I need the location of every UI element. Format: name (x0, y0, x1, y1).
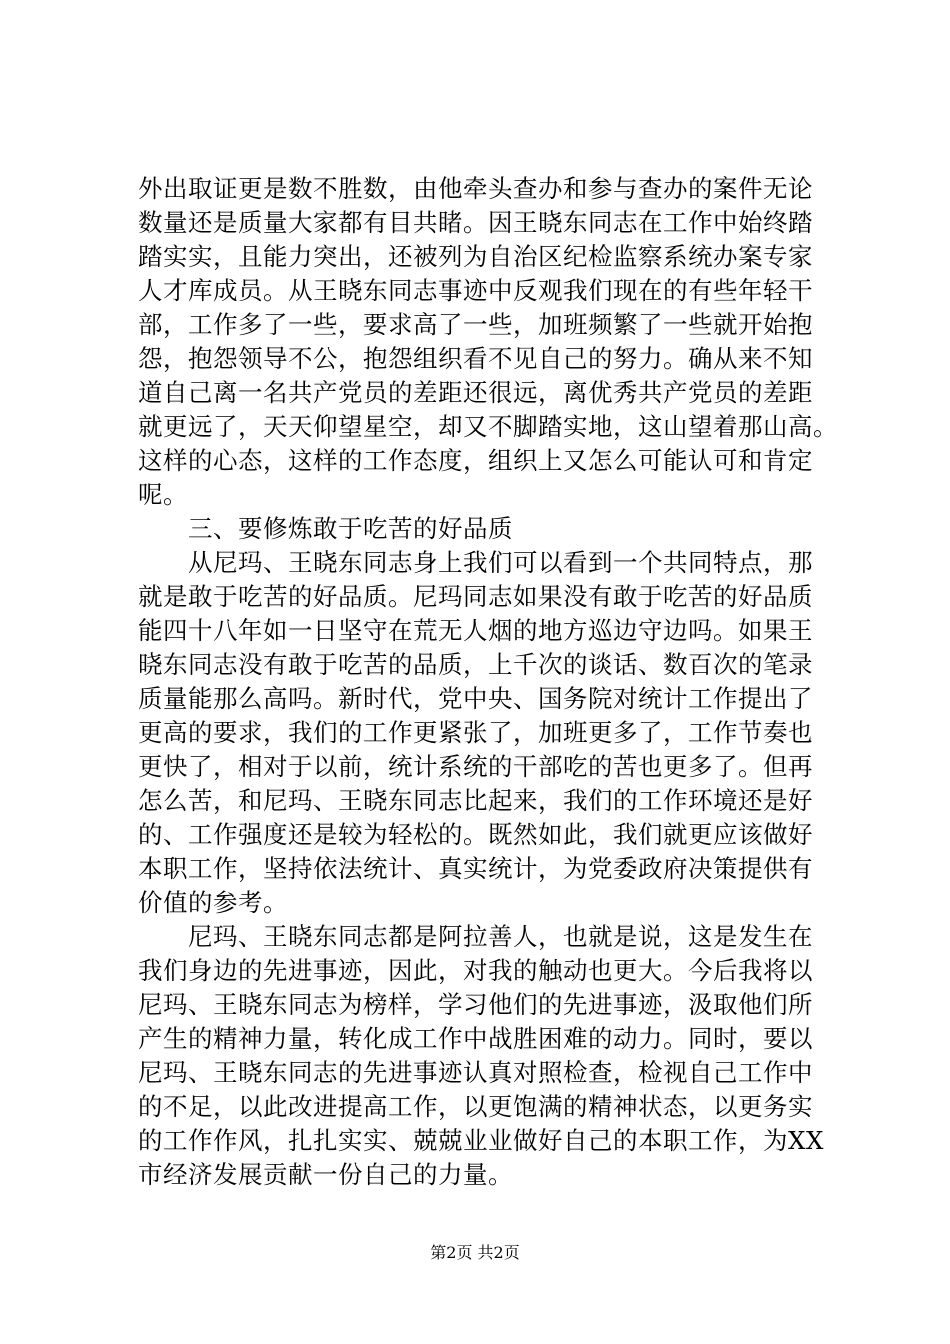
text-line: 尼玛、王晓东同志为榜样，学习他们的先进事迹，汲取他们所 (138, 990, 813, 1019)
text-line: 从尼玛、王晓东同志身上我们可以看到一个共同特点，那 (138, 548, 813, 577)
section-heading: 三、要修炼敢于吃苦的好品质 (138, 514, 513, 543)
text-line: 呢。 (138, 480, 188, 509)
text-line: 怎么苦，和尼玛、王晓东同志比起来，我们的工作环境还是好 (138, 786, 813, 815)
text-line: 踏实实，且能力突出，还被列为自治区纪检监察系统办案专家 (138, 242, 813, 271)
text-line: 怨，抱怨领导不公，抱怨组织看不见自己的努力。确从来不知 (138, 344, 813, 373)
text-line: 尼玛、王晓东同志的先进事迹认真对照检查，检视自己工作中 (138, 1058, 813, 1087)
text-line: 的不足，以此改进提高工作，以更饱满的精神状态，以更务实 (138, 1092, 813, 1121)
text-line: 的、工作强度还是较为轻松的。既然如此，我们就更应该做好 (138, 820, 813, 849)
text-line: 就是敢于吃苦的好品质。尼玛同志如果没有敢于吃苦的好品质 (138, 582, 813, 611)
text-line: 更高的要求，我们的工作更紧张了，加班更多了，工作节奏也 (138, 718, 813, 747)
text-line: 尼玛、王晓东同志都是阿拉善人，也就是说，这是发生在 (138, 922, 813, 951)
text-line: 更快了，相对于以前，统计系统的干部吃的苦也更多了。但再 (138, 752, 813, 781)
text-line: 能四十八年如一日坚守在荒无人烟的地方巡边守边吗。如果王 (138, 616, 813, 645)
text-line: 人才库成员。从王晓东同志事迹中反观我们现在的有些年轻干 (138, 276, 813, 305)
text-line: 质量能那么高吗。新时代，党中央、国务院对统计工作提出了 (138, 684, 813, 713)
text-line: 就更远了，天天仰望星空，却又不脚踏实地，这山望着那山高。 (138, 412, 838, 441)
text-line: 本职工作，坚持依法统计、真实统计，为党委政府决策提供有 (138, 854, 813, 883)
text-line: 市经济发展贡献一份自己的力量。 (138, 1160, 513, 1189)
text-line: 价值的参考。 (138, 888, 288, 917)
document-body (138, 172, 838, 1192)
text-line: 晓东同志没有敢于吃苦的品质，上千次的谈话、数百次的笔录 (138, 650, 813, 679)
text-line: 数量还是质量大家都有目共睹。因王晓东同志在工作中始终踏 (138, 208, 813, 237)
text-line: 部，工作多了一些，要求高了一些，加班频繁了一些就开始抱 (138, 310, 813, 339)
text-line: 产生的精神力量，转化成工作中战胜困难的动力。同时，要以 (138, 1024, 813, 1053)
text-line: 这样的心态，这样的工作态度，组织上又怎么可能认可和肯定 (138, 446, 813, 475)
text-line: 外出取证更是数不胜数，由他牵头查办和参与查办的案件无论 (138, 174, 813, 203)
text-line: 道自己离一名共产党员的差距还很远，离优秀共产党员的差距 (138, 378, 813, 407)
text-line: 的工作作风，扎扎实实、兢兢业业做好自己的本职工作，为XX (138, 1126, 824, 1155)
text-line: 我们身边的先进事迹，因此，对我的触动也更大。今后我将以 (138, 956, 813, 985)
page-number-footer: 第2页 共2页 (430, 1243, 520, 1262)
